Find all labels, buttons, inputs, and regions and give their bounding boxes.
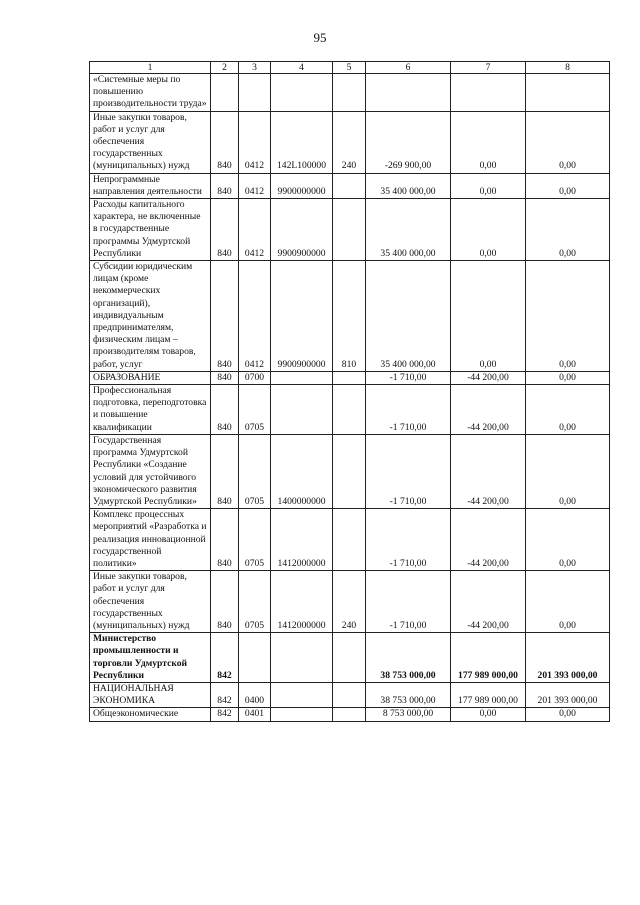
expense-type-cell [333, 199, 366, 261]
amount-col7-cell: 0,00 [451, 261, 526, 372]
section-code-cell: 0412 [239, 261, 271, 372]
row-name-cell: Комплекс процессных мероприятий «Разработка и реализация инновационной государственной политики» [90, 509, 211, 571]
amount-col8-cell: 0,00 [526, 509, 610, 571]
section-code-cell: 0412 [239, 199, 271, 261]
amount-col7-cell: 0,00 [451, 111, 526, 173]
amount-col8-cell: 0,00 [526, 371, 610, 384]
column-header: 7 [451, 62, 526, 74]
amount-col6-cell: 8 753 000,00 [366, 708, 451, 721]
ministry-code-cell: 842 [211, 708, 239, 721]
amount-col6-cell: -1 710,00 [366, 434, 451, 508]
ministry-code-cell: 840 [211, 509, 239, 571]
amount-col8-cell: 0,00 [526, 173, 610, 198]
table-row [90, 385, 610, 435]
ministry-code-cell: 840 [211, 173, 239, 198]
ministry-code-cell: 840 [211, 385, 239, 435]
section-code-cell: 0705 [239, 434, 271, 508]
target-article-cell: 1400000000 [271, 434, 333, 508]
expense-type-cell [333, 633, 366, 683]
table-row [90, 173, 610, 198]
amount-col8-cell: 201 393 000,00 [526, 682, 610, 707]
amount-col7-cell: 177 989 000,00 [451, 633, 526, 683]
row-name-cell: «Системные меры по повышению производительности труда» [90, 74, 211, 112]
amount-col6-cell [366, 74, 451, 112]
target-article-cell [271, 708, 333, 721]
amount-col8-cell [526, 74, 610, 112]
row-name-cell: Министерство промышленности и торговли Удмуртской Республики [90, 633, 211, 683]
table-row [90, 74, 610, 112]
target-article-cell: 1412000000 [271, 571, 333, 633]
row-name-cell: ОБРАЗОВАНИЕ [90, 371, 211, 384]
amount-col6-cell: -1 710,00 [366, 571, 451, 633]
amount-col6-cell: 35 400 000,00 [366, 261, 451, 372]
table-header-row [90, 62, 610, 74]
expense-type-cell [333, 74, 366, 112]
ministry-code-cell: 842 [211, 682, 239, 707]
ministry-code-cell: 840 [211, 571, 239, 633]
section-code-cell [239, 633, 271, 683]
target-article-cell: 9900900000 [271, 199, 333, 261]
ministry-code-cell: 840 [211, 434, 239, 508]
target-article-cell [271, 633, 333, 683]
section-code-cell: 0412 [239, 173, 271, 198]
amount-col7-cell: 0,00 [451, 199, 526, 261]
row-name-cell: Государственная программа Удмуртской Республики «Создание условий для устойчивого экономического развития Удмуртской Республики» [90, 434, 211, 508]
amount-col7-cell: -44 200,00 [451, 571, 526, 633]
expense-type-cell: 240 [333, 111, 366, 173]
section-code-cell: 0705 [239, 385, 271, 435]
amount-col6-cell: 35 400 000,00 [366, 173, 451, 198]
expense-type-cell [333, 385, 366, 435]
amount-col8-cell: 0,00 [526, 708, 610, 721]
target-article-cell: 1412000000 [271, 509, 333, 571]
expense-type-cell [333, 682, 366, 707]
table-row [90, 371, 610, 384]
row-name-cell: Профессиональная подготовка, переподготовка и повышение квалификации [90, 385, 211, 435]
column-header: 1 [90, 62, 211, 74]
ministry-code-cell: 840 [211, 111, 239, 173]
amount-col8-cell: 0,00 [526, 434, 610, 508]
amount-col7-cell: 177 989 000,00 [451, 682, 526, 707]
ministry-code-cell: 840 [211, 261, 239, 372]
column-header: 5 [333, 62, 366, 74]
expense-type-cell [333, 708, 366, 721]
table-row [90, 682, 610, 707]
section-code-cell: 0700 [239, 371, 271, 384]
amount-col8-cell: 0,00 [526, 261, 610, 372]
ministry-code-cell: 842 [211, 633, 239, 683]
row-name-cell: Расходы капитального характера, не включенные в государственные программы Удмуртской Республики [90, 199, 211, 261]
table-row [90, 708, 610, 721]
amount-col6-cell: -269 900,00 [366, 111, 451, 173]
target-article-cell: 142L100000 [271, 111, 333, 173]
expense-type-cell [333, 173, 366, 198]
amount-col8-cell: 0,00 [526, 571, 610, 633]
target-article-cell: 9900000000 [271, 173, 333, 198]
amount-col7-cell: 0,00 [451, 173, 526, 198]
amount-col6-cell: -1 710,00 [366, 385, 451, 435]
table-row [90, 633, 610, 683]
section-code-cell: 0400 [239, 682, 271, 707]
table-row [90, 571, 610, 633]
amount-col6-cell: 35 400 000,00 [366, 199, 451, 261]
row-name-cell: Иные закупки товаров, работ и услуг для обеспечения государственных (муниципальных) нужд [90, 571, 211, 633]
column-header: 4 [271, 62, 333, 74]
expense-type-cell [333, 509, 366, 571]
section-code-cell: 0412 [239, 111, 271, 173]
row-name-cell: Иные закупки товаров, работ и услуг для обеспечения государственных (муниципальных) нужд [90, 111, 211, 173]
section-code-cell [239, 74, 271, 112]
column-header: 3 [239, 62, 271, 74]
column-header: 6 [366, 62, 451, 74]
amount-col6-cell: -1 710,00 [366, 371, 451, 384]
amount-col6-cell: -1 710,00 [366, 509, 451, 571]
amount-col7-cell: -44 200,00 [451, 434, 526, 508]
amount-col6-cell: 38 753 000,00 [366, 682, 451, 707]
target-article-cell [271, 74, 333, 112]
section-code-cell: 0705 [239, 571, 271, 633]
table-row [90, 509, 610, 571]
section-code-cell: 0401 [239, 708, 271, 721]
target-article-cell: 9900900000 [271, 261, 333, 372]
amount-col8-cell: 0,00 [526, 111, 610, 173]
row-name-cell: Непрограммные направления деятельности [90, 173, 211, 198]
row-name-cell: Субсидии юридическим лицам (кроме некоммерческих организаций), индивидуальным предпринимателям, физическим лицам – производителям товаров, работ, услуг [90, 261, 211, 372]
amount-col8-cell: 0,00 [526, 385, 610, 435]
table-row [90, 199, 610, 261]
target-article-cell [271, 682, 333, 707]
row-name-cell: Общеэкономические [90, 708, 211, 721]
amount-col8-cell: 201 393 000,00 [526, 633, 610, 683]
ministry-code-cell [211, 74, 239, 112]
budget-table [89, 61, 610, 722]
expense-type-cell: 810 [333, 261, 366, 372]
expense-type-cell: 240 [333, 571, 366, 633]
table-row [90, 261, 610, 372]
amount-col8-cell: 0,00 [526, 199, 610, 261]
ministry-code-cell: 840 [211, 371, 239, 384]
ministry-code-cell: 840 [211, 199, 239, 261]
expense-type-cell [333, 371, 366, 384]
page-number: 95 [313, 30, 327, 45]
amount-col7-cell [451, 74, 526, 112]
target-article-cell [271, 385, 333, 435]
target-article-cell [271, 371, 333, 384]
amount-col7-cell: -44 200,00 [451, 371, 526, 384]
amount-col6-cell: 38 753 000,00 [366, 633, 451, 683]
amount-col7-cell: -44 200,00 [451, 385, 526, 435]
column-header: 8 [526, 62, 610, 74]
section-code-cell: 0705 [239, 509, 271, 571]
column-header: 2 [211, 62, 239, 74]
amount-col7-cell: -44 200,00 [451, 509, 526, 571]
row-name-cell: НАЦИОНАЛЬНАЯ ЭКОНОМИКА [90, 682, 211, 707]
amount-col7-cell: 0,00 [451, 708, 526, 721]
table-row [90, 111, 610, 173]
expense-type-cell [333, 434, 366, 508]
table-row [90, 434, 610, 508]
